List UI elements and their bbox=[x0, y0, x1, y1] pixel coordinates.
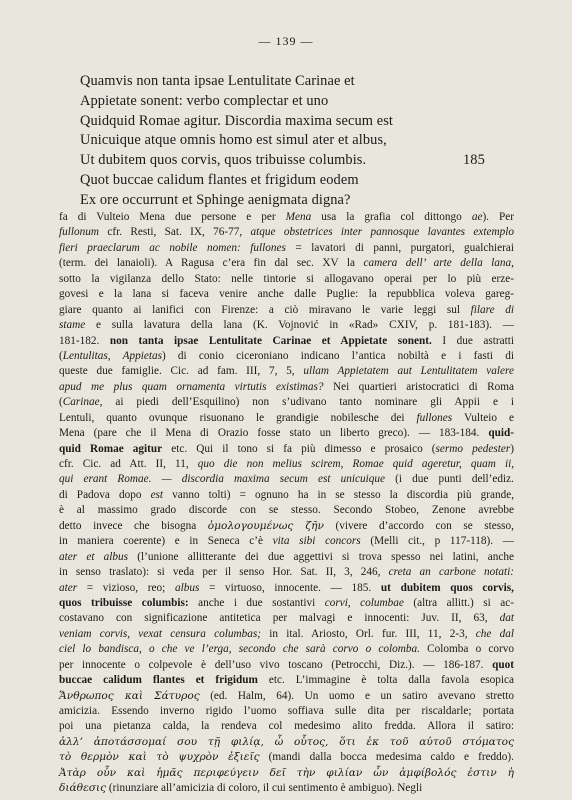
text-segment: = lavatori di panni, purgatori, gualchierai bbox=[285, 241, 514, 254]
italic-text: ciel lo bandisca, o che ve l’erga, secondo che sarà corvo o colomba. bbox=[59, 643, 420, 656]
commentary-line bbox=[59, 750, 514, 765]
text-segment: costavano con significazione antitetica per malvagi e innocenti: Juv. II, 63, bbox=[59, 612, 500, 625]
commentary-line bbox=[59, 210, 514, 225]
italic-text: Mena bbox=[285, 211, 312, 223]
commentary-line bbox=[59, 442, 514, 457]
italic-text: sermo pedester bbox=[435, 442, 511, 455]
greek-text: Ἄνθρωπος καὶ Σάτυρος bbox=[59, 689, 200, 702]
text-segment: ). Per bbox=[482, 211, 514, 223]
commentary-notes bbox=[59, 210, 514, 797]
italic-text: corvi, columbae bbox=[324, 596, 404, 609]
text-segment: fa di Vulteio Mena due persone e per bbox=[59, 211, 286, 223]
text-segment: (mandi dalla bocca medesima caldo e freddo). bbox=[259, 751, 514, 764]
commentary-line bbox=[59, 395, 514, 410]
verse-line: Ex ore occurrunt et Sphinge aenigmata digna? bbox=[80, 191, 351, 208]
text-segment: e sulla lavatura della lana (K. Vojnović in «Rad» CXIV, p. 181-183). — bbox=[85, 319, 514, 332]
text-segment: (altra allitt.) si ac- bbox=[403, 596, 514, 609]
commentary-line bbox=[59, 611, 514, 626]
greek-text: διάθεσις bbox=[59, 782, 107, 795]
italic-text: ater bbox=[59, 581, 78, 594]
italic-text: creta an carbone notati: bbox=[388, 566, 514, 579]
text-segment: (vivere d’accordo con se stesso, bbox=[323, 519, 514, 532]
bold-lemma: quot bbox=[492, 658, 514, 671]
text-segment: ( bbox=[59, 349, 63, 362]
commentary-line bbox=[59, 349, 514, 364]
commentary-line bbox=[59, 318, 514, 333]
bold-lemma: quos tribuisse columbis: bbox=[59, 596, 189, 609]
verse-line: Quot buccae calidum flantes et frigidum eodem bbox=[80, 171, 359, 188]
text-segment: govesi e la lana si faceva venire anche dalle Puglie: la repubblica voleva gareg- bbox=[59, 288, 514, 301]
italic-text: che dal bbox=[475, 627, 515, 640]
text-segment: = virtuoso, innocente. — 185. bbox=[199, 581, 381, 594]
commentary-line bbox=[59, 658, 514, 673]
italic-text: fullones bbox=[416, 411, 453, 424]
italic-text: fullonum bbox=[59, 226, 100, 239]
text-segment: è al massimo grado discorde con se stesso. Secondo Stobeo, Zenone avrebbe bbox=[59, 504, 514, 517]
text-segment: (rinunziare all’amicizia di coloro, il cui sentimento è ambiguo). Negli bbox=[106, 782, 423, 795]
text-segment: (ed. Halm, 64). Un uomo e un satiro avevano stretto bbox=[199, 689, 514, 702]
greek-text: ὁμολογουμένως ζῆν bbox=[207, 519, 324, 532]
commentary-line bbox=[59, 256, 514, 271]
commentary-line bbox=[59, 303, 514, 318]
commentary-line bbox=[59, 426, 514, 441]
text-segment: ( bbox=[59, 396, 63, 409]
text-segment: per innocente o colpevole è dell’uso vivo toscano (Petrocchi, Diz.). — 186-187. bbox=[59, 658, 493, 671]
italic-text: albus bbox=[174, 581, 200, 594]
text-segment: queste due famiglie. Cic. ad fam. III, 7, 5, bbox=[59, 365, 304, 378]
text-segment: Mena (pare che il Mena di Orazio fosse stato un liberto greco). — 183-184. bbox=[59, 427, 489, 440]
text-segment: in ital. Ariosto, Orl. fur. III, 11, 2-3, bbox=[261, 627, 476, 640]
verse-line: Unicuique atque omnis homo est simul ater et albus, bbox=[80, 132, 387, 149]
bold-lemma: non tanta ipsae Lentulitate Carinae et Appietate sonent. bbox=[109, 334, 432, 347]
italic-text: Carinae, bbox=[62, 396, 103, 409]
text-segment: ) di conio ciceroniano indicano l’antica nobiltà e i fasti di bbox=[161, 349, 514, 362]
text-segment: sotto la vigilanza dello Stato: nelle tintorie si allogavano operai per lo più erze- bbox=[59, 272, 514, 285]
text-segment: 181-182. bbox=[59, 334, 110, 347]
text-segment: ) bbox=[510, 442, 514, 455]
italic-text: vita sibi concors bbox=[272, 535, 361, 548]
commentary-line bbox=[59, 565, 514, 580]
commentary-line bbox=[59, 627, 514, 642]
text-segment: giare quanto ai lanifici con Firenze: a ciò miravano le varie leggi sul bbox=[59, 303, 471, 316]
text-segment: amicizia. Essendo inverno rigido l’uomo soffiava sulle dita per riscaldarle; portata bbox=[59, 705, 514, 717]
text-segment: Colomba o corvo bbox=[419, 643, 514, 656]
bold-lemma: ut dubitem quos corvis, bbox=[380, 581, 514, 594]
text-segment: ai piedi dell’Esquilino) non s’udivano tanto nominare gli Appii e i bbox=[102, 396, 514, 409]
verse-line: Quamvis non tanta ipsae Lentulitate Carinae et bbox=[80, 73, 355, 89]
italic-text: ullam Appietatem aut Lentulitatem valere bbox=[303, 365, 514, 378]
italic-text: atque obstetrices inter pannosque lavantes extemplo bbox=[250, 226, 514, 239]
commentary-line bbox=[59, 735, 514, 750]
greek-text: Ἀτὰρ οὖν καὶ ἡμᾶς περιφεύγειν δεῖ τὴν φιλίαν ὧν ἀμφίβολός ἐστιν ἡ bbox=[59, 766, 514, 779]
verse-line: Appietate sonent: verbo complectar et uno bbox=[80, 92, 329, 109]
greek-text: ἀλλ’ ἀποτάσσομαί σου τῇ φιλίᾳ, ὦ οὗτος, ὅτι ἐκ τοῦ αὐτοῦ στόματος bbox=[59, 735, 514, 748]
text-segment: etc. L’immagine è tolta dalla favola esopica bbox=[257, 674, 514, 687]
verse-block bbox=[80, 72, 500, 211]
text-segment: (Melli cit., p 117-118). — bbox=[360, 535, 514, 548]
text-segment: detto invece che bisogna bbox=[59, 519, 208, 532]
italic-text: dat bbox=[499, 612, 514, 625]
commentary-line bbox=[59, 380, 514, 395]
commentary-line bbox=[59, 411, 514, 426]
commentary-line bbox=[59, 472, 514, 487]
commentary-line bbox=[59, 704, 514, 719]
text-segment: cfr. Cic. ad Att. II, 11, bbox=[59, 458, 198, 470]
italic-text: est bbox=[150, 488, 164, 501]
italic-text: filare di bbox=[470, 303, 514, 316]
italic-text: Lentulitas, Appietas bbox=[62, 349, 162, 362]
page-number: — 139 — bbox=[258, 34, 314, 48]
commentary-line bbox=[59, 766, 514, 781]
text-segment: (i due punti dell’ediz. bbox=[385, 473, 514, 486]
commentary-line bbox=[59, 364, 514, 379]
commentary-line bbox=[59, 272, 514, 287]
text-segment: Nei quartieri aristocratici di Roma bbox=[323, 380, 514, 393]
commentary-line bbox=[59, 673, 514, 688]
text-segment: usa la grafia col dittongo bbox=[311, 211, 472, 223]
commentary-line bbox=[59, 519, 514, 534]
italic-text: ae bbox=[471, 211, 483, 223]
commentary-line bbox=[59, 225, 514, 240]
text-segment: poi una pietanza calda, la rendeva col medesimo alito fredda. Allora il satiro: bbox=[59, 720, 514, 733]
commentary-line bbox=[59, 550, 514, 565]
bold-lemma: buccae calidum flantes et frigidum bbox=[59, 674, 258, 687]
italic-text: ater et albus bbox=[59, 550, 129, 563]
commentary-line bbox=[59, 689, 514, 704]
commentary-line bbox=[59, 581, 514, 596]
text-segment: di Padova dopo bbox=[59, 488, 151, 501]
commentary-line bbox=[59, 781, 514, 796]
text-segment: = vizioso, reo; bbox=[77, 581, 175, 594]
commentary-line bbox=[59, 503, 514, 518]
verse-line-numbered bbox=[80, 151, 500, 171]
commentary-line bbox=[59, 642, 514, 657]
text-segment: in maniera coerente) e in Seneca c’è bbox=[59, 535, 273, 548]
italic-text: veniam corvis, vexat censura columbas; bbox=[59, 627, 262, 640]
italic-text: fieri praeclarum ac nobile nomen: fullones bbox=[59, 241, 286, 254]
commentary-line bbox=[59, 457, 514, 472]
text-segment: Vulteio e bbox=[452, 411, 515, 424]
italic-text: camera dell’ arte della lana, bbox=[363, 257, 514, 270]
text-segment: in senso traslato): si veda per il senso Hor. Sat. II, 3, 246, bbox=[59, 566, 389, 579]
text-segment: Lentuli, quanto ovunque risuonano le grandigie nobilesche dei bbox=[59, 411, 417, 424]
commentary-line bbox=[59, 488, 514, 503]
text-segment: cfr. Resti, Sat. IX, 76-77, bbox=[99, 226, 251, 239]
text-segment: (l’unione allitterante dei due aggettivi si trova spesso nei latini, anche bbox=[128, 550, 515, 563]
text-segment: anche i due sostantivi bbox=[188, 596, 325, 609]
italic-text: qui erant Romae. — discordia maxima secum est unicuique bbox=[59, 473, 385, 486]
commentary-line bbox=[59, 596, 514, 611]
verse-line: Quidquid Romae agitur. Discordia maxima secum est bbox=[80, 112, 394, 129]
commentary-line bbox=[59, 534, 514, 549]
verse-line-number: 185 bbox=[463, 152, 485, 169]
italic-text: apud me plus quam ornamenta virtutis existimas? bbox=[59, 380, 324, 393]
bold-lemma: quid Romae agitur bbox=[59, 442, 163, 455]
commentary-line bbox=[59, 241, 514, 256]
text-segment: vanno tolti) = ognuno ha in se stesso la discordia più grande, bbox=[163, 488, 515, 501]
italic-text: quo die non melius scirem, Romae quid ageretur, quam ii, bbox=[197, 458, 515, 470]
commentary-line bbox=[59, 334, 514, 349]
text-segment: etc. Qui il tono si fa più dimesso e prosaico ( bbox=[162, 442, 436, 455]
commentary-line bbox=[59, 287, 514, 302]
text-segment: (term. dei lanaioli). A Ragusa c’era fin dal sec. XV la bbox=[59, 257, 364, 270]
bold-lemma: quid- bbox=[488, 427, 514, 440]
verse-line-text: Ut dubitem quos corvis, quos tribuisse columbis. bbox=[80, 152, 367, 169]
commentary-line bbox=[59, 719, 514, 734]
greek-text: τὸ θερμὸν καὶ τὸ ψυχρὸν ἐξιεῖς bbox=[59, 751, 260, 764]
text-segment: I due astratti bbox=[431, 334, 515, 347]
italic-text: stame bbox=[59, 319, 86, 332]
